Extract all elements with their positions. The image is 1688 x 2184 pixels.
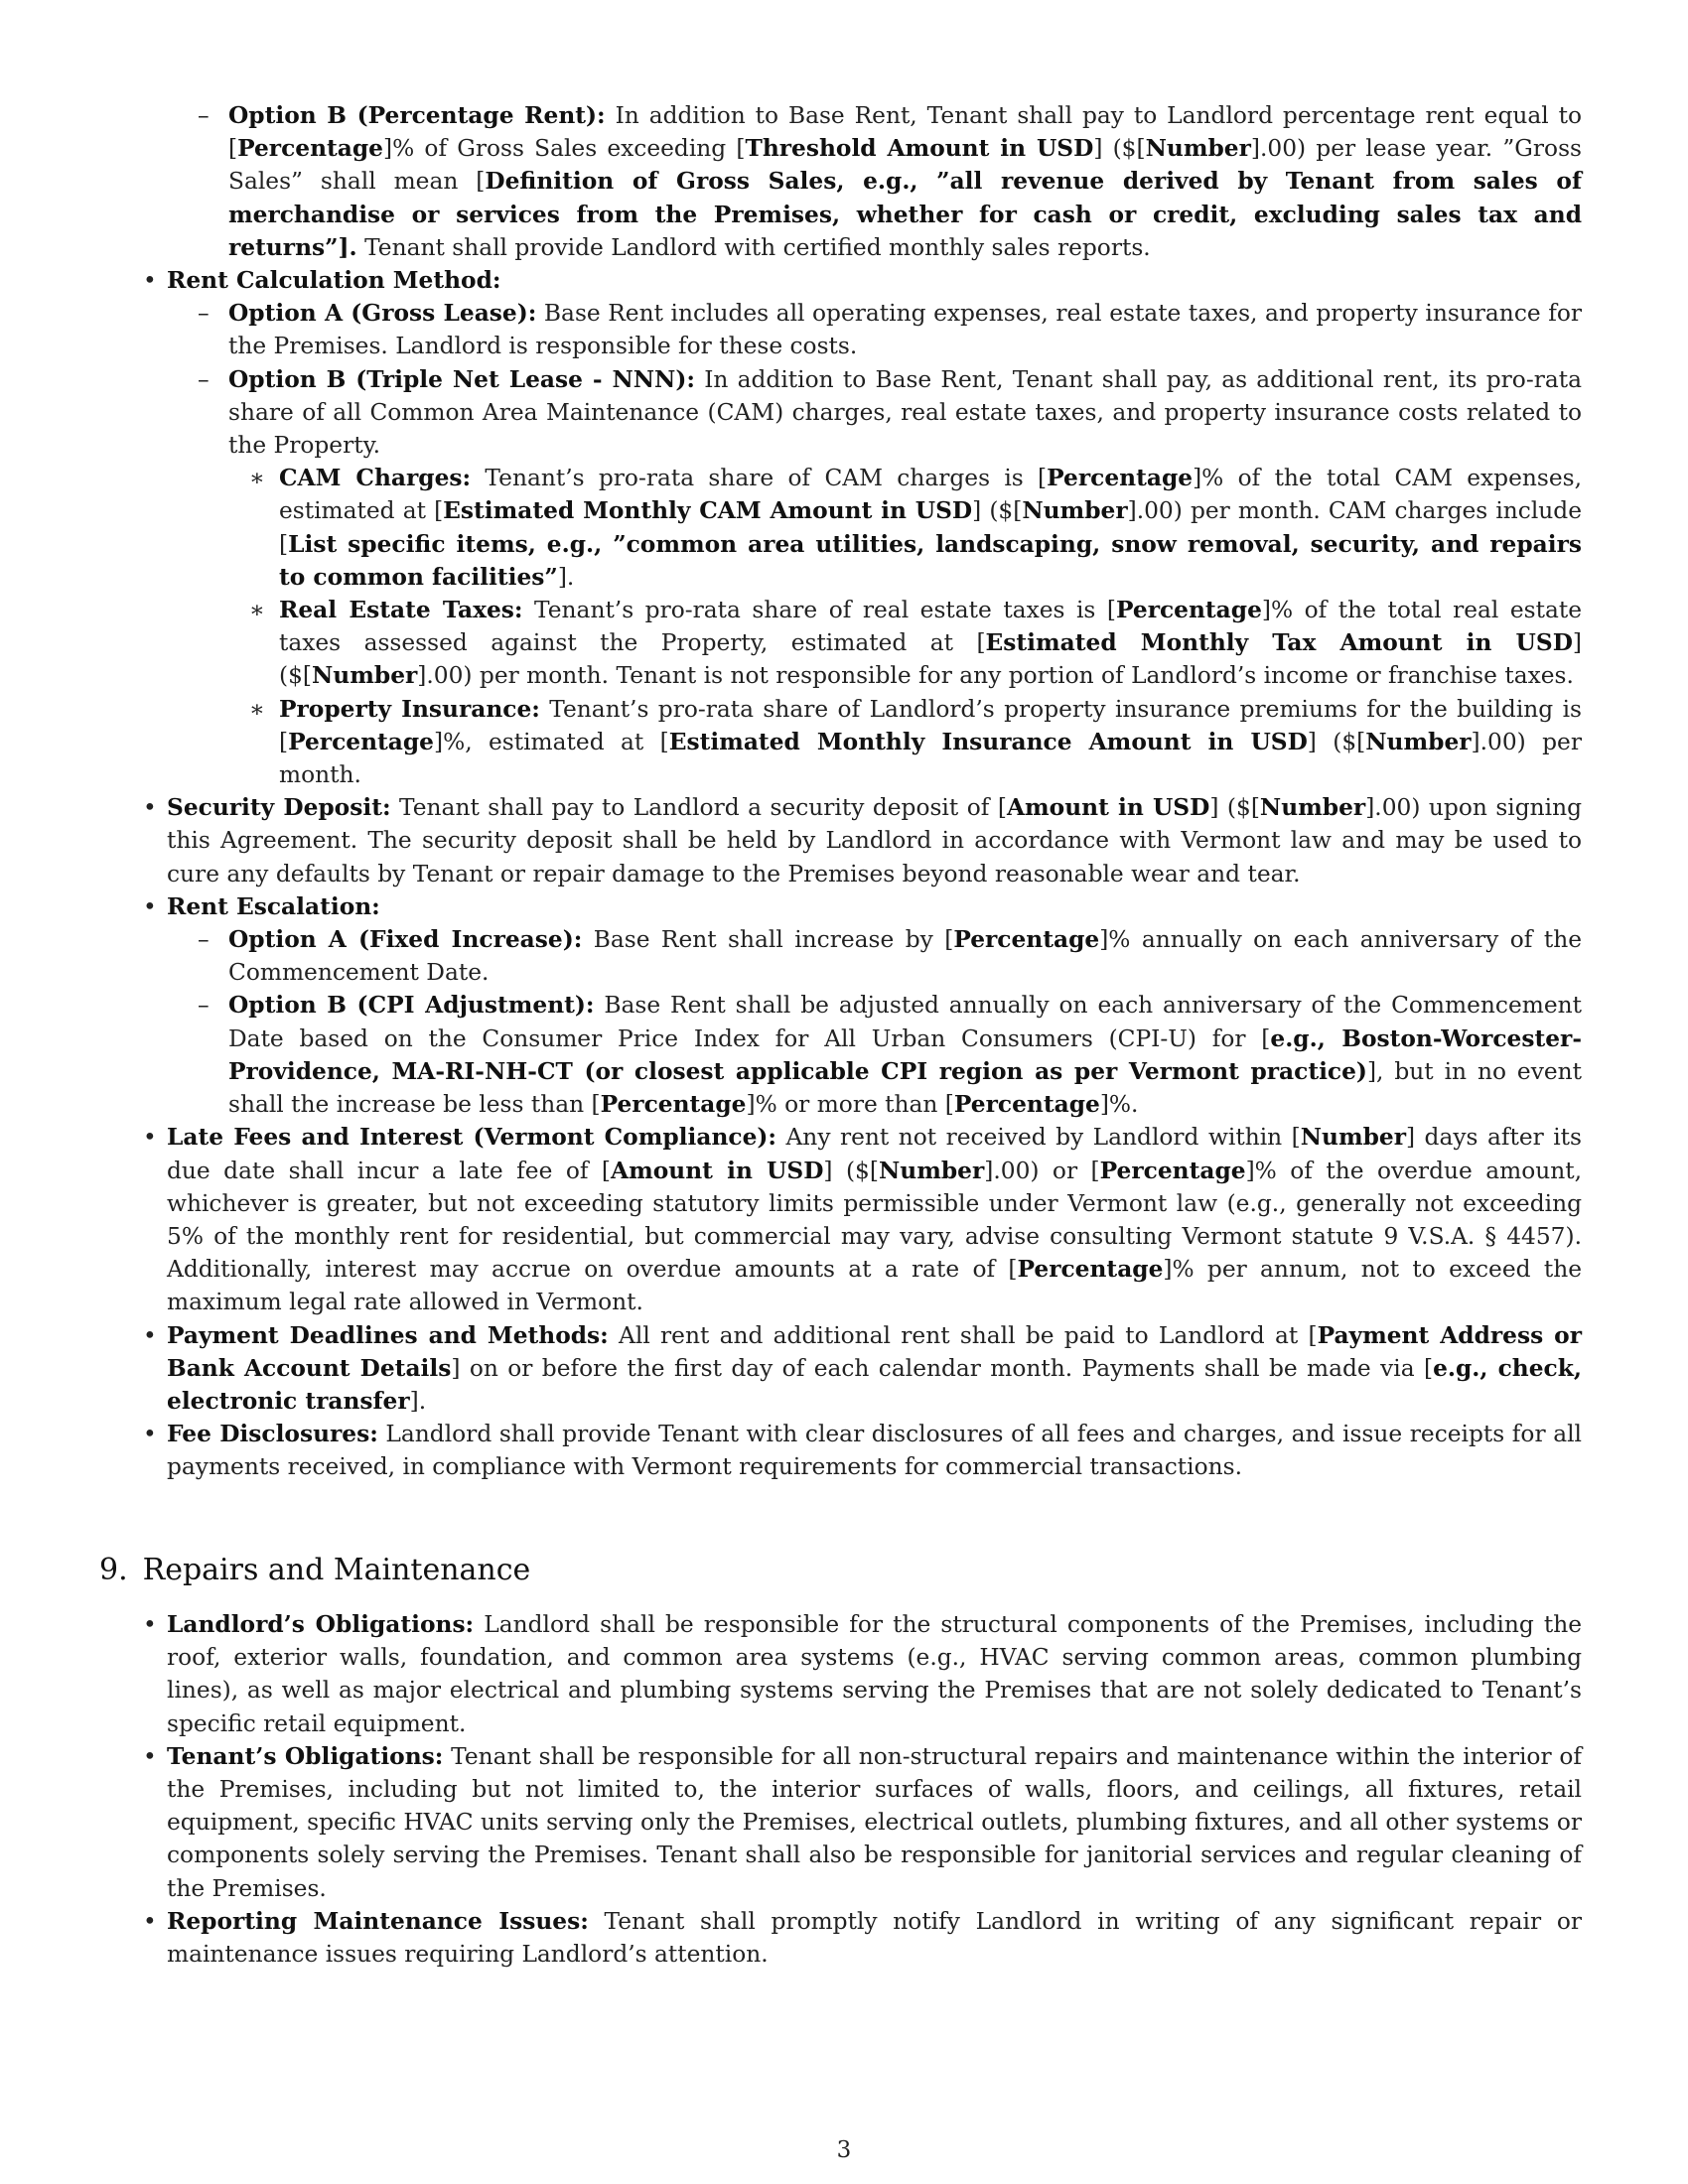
dash-marker: – bbox=[198, 102, 210, 129]
reporting-maintenance: • Reporting Maintenance Issues: Tenant shall promptly notify Landlord in writing of any significant repair or maintenance issues requiring Landlord’s attention. bbox=[167, 1905, 1582, 1971]
bullet-marker: • bbox=[143, 1742, 157, 1770]
fee-disclosures: • Fee Disclosures: Landlord shall provide Tenant with clear disclosures of all fees and charges, and issue receipts for all payments received, in compliance with Vermont requirements for commercial transactions. bbox=[167, 1418, 1582, 1483]
late-fees-and-interest: • Late Fees and Interest (Vermont Compliance): Any rent not received by Landlord within [Number] days after its due date shall incur a late fee of [Amount in USD] ($[Number].00) or [Percentage]% of the overdue amount, whichever is greater, but not exceeding statutory limits permissible under Vermont law (e.g., generally not exceeding 5% of the monthly rent for residential, but commercial may vary, advise consulting Vermont statute 9 V.S.A. § 4457). Additionally, interest may accrue on overdue amounts at a rate of [Percentage]% per annum, not to exceed the maximum legal rate allowed in Vermont. bbox=[167, 1121, 1582, 1318]
cam-charges: ∗ CAM Charges: Tenant’s pro-rata share of CAM charges is [Percentage]% of the total CAM expenses, estimated at [Estimated Monthly CAM Amount in USD] ($[Number].00) per month. CAM charges include [List specific items, e.g., ”common area utilities, landscaping, snow removal, security, and repairs to common facilities”]. bbox=[279, 462, 1582, 594]
dash-marker: – bbox=[198, 300, 210, 328]
bullet-marker: • bbox=[143, 1321, 157, 1349]
dash-marker: – bbox=[198, 365, 210, 393]
option-b-cpi-adjustment: – Option B (CPI Adjustment): Base Rent shall be adjusted annually on each anniversary of the Commencement Date based on the Consumer Price Index for All Urban Consumers (CPI-U) for [e.g., Boston-Worcester-Providence, MA-RI-NH-CT (or closest applicable CPI region as per Vermont practice)], but in no event shall the increase be less than [Percentage]% or more than [Percentage]%. bbox=[228, 989, 1582, 1121]
bullet-marker: • bbox=[143, 1611, 157, 1638]
bullet-marker: • bbox=[143, 1421, 157, 1448]
real-estate-taxes: ∗ Real Estate Taxes: Tenant’s pro-rata share of real estate taxes is [Percentage]% of the total real estate taxes assessed against the Property, estimated at [Estimated Monthly Tax Amount in USD] ($[Number].00) per month. Tenant is not responsible for any portion of Landlord’s income or franchise taxes. bbox=[279, 594, 1582, 693]
security-deposit: • Security Deposit: Tenant shall pay to Landlord a security deposit of [Amount in USD] ($[Number].00) upon signing this Agreement. The security deposit shall be held by Landlord in accordance with Vermont law and may be used to cure any defaults by Tenant or repair damage to the Premises beyond reasonable wear and tear. bbox=[167, 791, 1582, 890]
property-insurance: ∗ Property Insurance: Tenant’s pro-rata share of Landlord’s property insurance premiums for the building is [Percentage]%, estimated at [Estimated Monthly Insurance Amount in USD] ($[Number].00) per month. bbox=[279, 693, 1582, 792]
dash-marker: – bbox=[198, 992, 210, 1020]
bullet-marker: • bbox=[143, 1124, 157, 1152]
payment-deadlines: • Payment Deadlines and Methods: All rent and additional rent shall be paid to Landlord at [Payment Address or Bank Account Details] on or before the first day of each calendar month. Payments shall be made via [e.g., check, electronic transfer]. bbox=[167, 1319, 1582, 1419]
rent-calculation-method: • Rent Calculation Method: bbox=[167, 264, 1582, 297]
rent-escalation: • Rent Escalation: bbox=[167, 890, 1582, 923]
star-marker: ∗ bbox=[249, 465, 265, 492]
bullet-marker: • bbox=[143, 794, 157, 822]
bullet-marker: • bbox=[143, 1907, 157, 1935]
star-marker: ∗ bbox=[249, 695, 265, 723]
option-b-percentage-rent: – Option B (Percentage Rent): In addition to Base Rent, Tenant shall pay to Landlord percentage rent equal to [Percentage]% of Gross Sales exceeding [Threshold Amount in USD] ($[Number].00) per lease year. ”Gross Sales” shall mean [Definition of Gross Sales, e.g., ”all revenue derived by Tenant from sales of merchandise or services from the Premises, whether for cash or credit, excluding sales tax and returns”]. Tenant shall provide Landlord with certified monthly sales reports. bbox=[228, 99, 1582, 264]
option-a-fixed-increase: – Option A (Fixed Increase): Base Rent shall increase by [Percentage]% annually on each anniversary of the Commencement Date. bbox=[228, 923, 1582, 989]
tenant-obligations: • Tenant’s Obligations: Tenant shall be responsible for all non-structural repairs and maintenance within the interior of the Premises, including but not limited to, the interior surfaces of walls, floors, and ceilings, all fixtures, retail equipment, specific HVAC units serving only the Premises, electrical outlets, plumbing fixtures, and all other systems or components solely serving the Premises. Tenant shall also be responsible for janitorial services and regular cleaning of the Premises. bbox=[167, 1740, 1582, 1905]
star-marker: ∗ bbox=[249, 597, 265, 624]
option-a-gross-lease: – Option A (Gross Lease): Base Rent includes all operating expenses, real estate taxes, and property insurance for the Premises. Landlord is responsible for these costs. bbox=[228, 297, 1582, 362]
section-9-heading: 9. Repairs and Maintenance bbox=[99, 1553, 531, 1587]
dash-marker: – bbox=[198, 926, 210, 954]
section-9-body bbox=[143, 1608, 1583, 1971]
bullet-marker: • bbox=[143, 892, 157, 920]
landlord-obligations: • Landlord’s Obligations: Landlord shall be responsible for the structural components of the Premises, including the roof, exterior walls, foundation, and common area systems (e.g., HVAC serving common areas, common plumbing lines), as well as major electrical and plumbing systems serving the Premises that are not solely dedicated to Tenant’s specific retail equipment. bbox=[167, 1608, 1582, 1740]
section-8-continued bbox=[143, 99, 1583, 1484]
page-number: 3 bbox=[836, 2137, 852, 2163]
option-b-triple-net: – Option B (Triple Net Lease - NNN): In addition to Base Rent, Tenant shall pay, as additional rent, its pro-rata share of all Common Area Maintenance (CAM) charges, real estate taxes, and property insurance costs related to the Property. bbox=[228, 363, 1582, 463]
bullet-marker: • bbox=[143, 267, 157, 295]
